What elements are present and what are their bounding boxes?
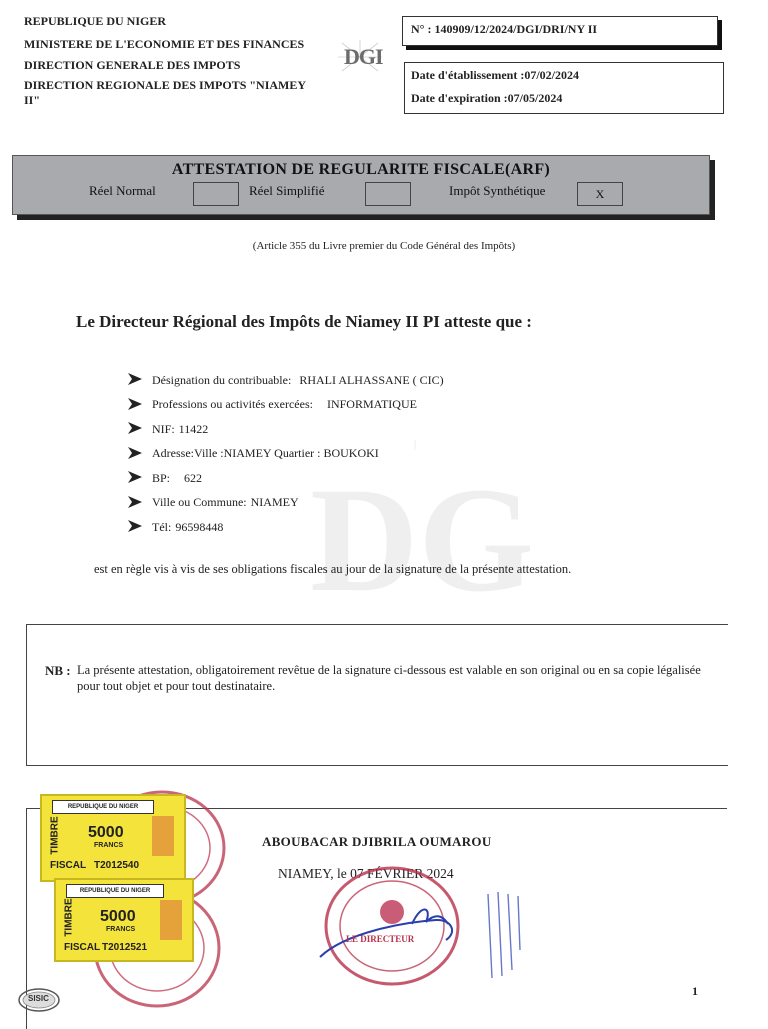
list-item (128, 491, 444, 516)
tax-stamp-country: REPUBLIQUE DU NIGER (66, 884, 164, 898)
attestation-number: N° : 140909/12/2024/DGI/DRI/NY II (411, 22, 598, 36)
arrow-bullet-icon (128, 373, 152, 387)
article-reference: (Article 355 du Livre premier du Code Général des Impôts) (252, 240, 516, 252)
tax-stamp-fiscal: FISCAL (64, 942, 101, 953)
logo-text: DGI (344, 44, 383, 69)
attestation-number-box (402, 16, 718, 46)
item-label: Désignation du contribuable: (152, 372, 292, 387)
item-label: Adresse: (152, 446, 194, 461)
tax-stamp-currency: FRANCS (106, 926, 136, 933)
option-impot-synthetique-box: X (577, 182, 623, 206)
item-value: 622 (184, 470, 203, 485)
attestation-heading: Le Directeur Régional des Impôts de Niamey II PI atteste que : (76, 312, 532, 331)
option-reel-normal-box (193, 182, 239, 206)
option-reel-simplifie-box (365, 182, 411, 206)
item-label: Professions ou activités exercées: (152, 397, 313, 412)
nb-box (26, 624, 728, 766)
item-label: BP: (152, 470, 171, 485)
signatory-name: ABOUBACAR DJIBRILA OUMAROU (262, 834, 492, 849)
tax-stamp (40, 794, 186, 882)
tax-stamp-code: T2012540 (94, 860, 140, 871)
date-etablissement: Date d'établissement :07/02/2024 (411, 68, 579, 82)
svg-text:DGi: DG (310, 457, 530, 610)
item-label: NIF: (152, 421, 175, 436)
arrow-bullet-icon (128, 471, 152, 485)
list-item (128, 515, 444, 540)
list-item (128, 393, 444, 418)
arrow-bullet-icon (128, 520, 152, 534)
stamp-role: LE DIRECTEUR (346, 934, 415, 944)
blue-name-stamp (480, 890, 526, 982)
dates-box (404, 62, 724, 114)
arrow-bullet-icon (128, 398, 152, 412)
nb-label: NB : (45, 663, 71, 678)
header-ministere: MINISTERE DE L'ECONOMIE ET DES FINANCES (24, 37, 305, 51)
tax-stamp-emblem (160, 900, 182, 940)
item-value: INFORMATIQUE (326, 397, 417, 412)
signature-place-date: NIAMEY, le 07 FÉVRIER 2024 (278, 866, 454, 881)
tax-stamp-currency: FRANCS (94, 842, 124, 849)
item-value: NIAMEY (250, 495, 299, 510)
tax-stamp-fiscal: FISCAL (50, 860, 87, 871)
attestation-title: ATTESTATION DE REGULARITE FISCALE(ARF) (171, 161, 551, 178)
nb-text: La présente attestation, obligatoirement revêtue de la signature ci-dessous est valable en son original ou en sa copie légalisée pour tout objet et pour tout destinataire. (77, 663, 701, 693)
tax-stamp-label: TIMBRE (49, 816, 61, 855)
dgi-logo (338, 40, 382, 74)
header-direction-generale: DIRECTION GENERALE DES IMPOTS (24, 58, 241, 72)
tax-stamp-amount: 5000 (88, 824, 124, 841)
list-item (128, 417, 444, 442)
item-label: Tél: (152, 519, 172, 534)
item-value: Ville :NIAMEY Quartier : BOUKOKI (194, 446, 379, 461)
arrow-bullet-icon (128, 447, 152, 461)
list-item (128, 368, 444, 393)
tax-stamp-label: TIMBRE (63, 898, 75, 937)
tax-stamp (54, 878, 194, 962)
attestation-banner (12, 155, 710, 215)
arrow-bullet-icon (128, 496, 152, 510)
tax-stamp-emblem (152, 816, 174, 856)
list-item (128, 466, 444, 491)
date-expiration: Date d'expiration :07/05/2024 (411, 91, 563, 105)
item-label: Ville ou Commune: (152, 495, 247, 510)
header-republique: REPUBLIQUE DU NIGER (24, 14, 167, 28)
option-reel-simplifie-label: Réel Simplifié (249, 183, 325, 198)
arrow-bullet-icon (128, 422, 152, 436)
director-stamp (316, 862, 470, 992)
sisic-logo (18, 988, 60, 1012)
item-value: 96598448 (175, 519, 224, 534)
header-direction-regionale: DIRECTION REGIONALE DES IMPOTS "NIAMEY II" (24, 78, 307, 107)
contribuable-details (128, 368, 444, 540)
tax-stamp-amount: 5000 (100, 908, 136, 925)
compliance-statement: est en règle vis à vis de ses obligations fiscales au jour de la signature de la présente attestation. (94, 562, 572, 576)
tax-stamp-country: REPUBLIQUE DU NIGER (52, 800, 154, 814)
tax-stamp-code: T2012521 (102, 942, 148, 953)
page-number: 1 (692, 984, 698, 998)
option-reel-normal-label: Réel Normal (89, 183, 156, 198)
list-item (128, 442, 444, 467)
option-impot-synthetique-label: Impôt Synthétique (449, 183, 546, 198)
item-value: 11422 (178, 421, 209, 436)
sisic-text: SISIC (28, 994, 49, 1003)
item-value: RHALI ALHASSANE ( CIC) (299, 372, 444, 387)
